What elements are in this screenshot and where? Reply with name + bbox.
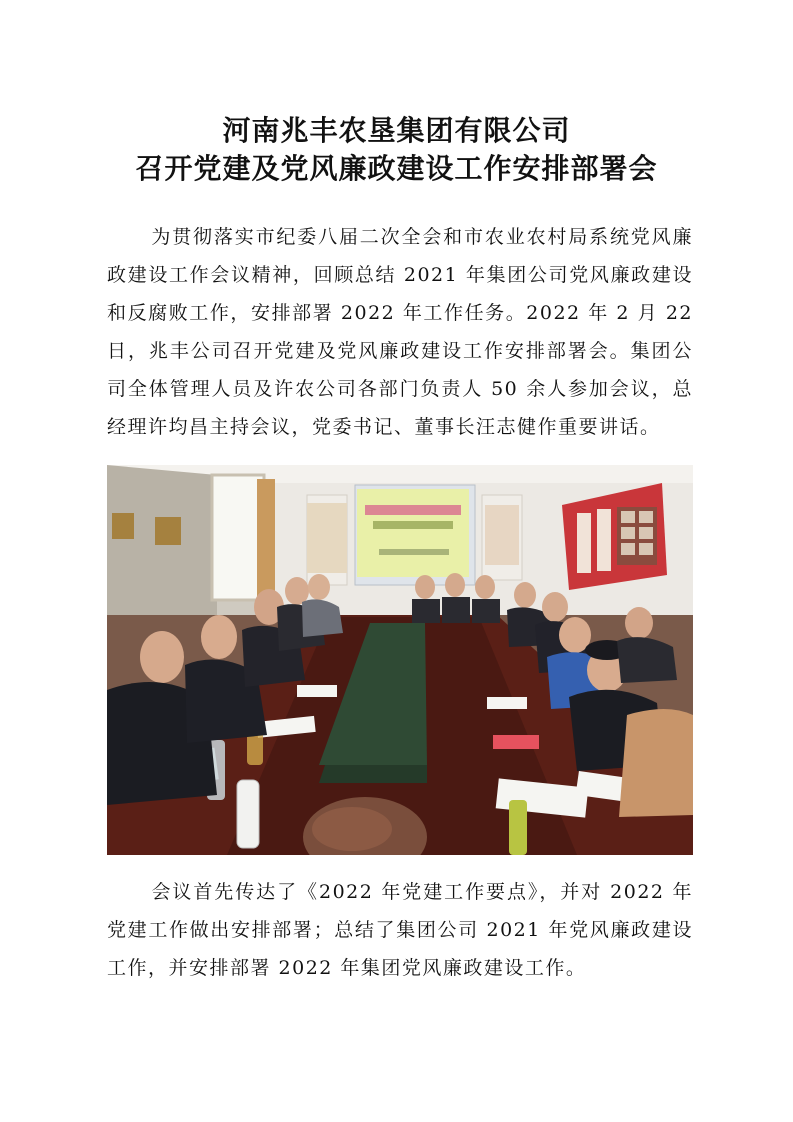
paragraph-2-text: 会议首先传达了《2022 年党建工作要点》，并对 2022 年党建工作做出安排部署；总结了集团公司 2021 年党风廉政建设工作，并安排部署 2022 年集团党风廉政建设工作。	[107, 881, 693, 979]
meeting-photo	[107, 465, 693, 855]
paragraph-1	[107, 218, 693, 446]
paragraph-1-text: 为贯彻落实市纪委八届二次全会和市农业农村局系统党风廉政建设工作会议精神，回顾总结 2021 年集团公司党风廉政建设和反腐败工作，安排部署 2022 年工作任务。2022 年 2 月 22 日，兆丰公司召开党建及党风廉政建设工作安排部署会。集团公司全体管理人员及许农公司各部门负责人 50 余人参加会议，总经理许均昌主持会议，党委书记、董事长汪志健作重要讲话。	[107, 226, 693, 438]
title-line-1: 河南兆丰农垦集团有限公司	[222, 114, 571, 147]
meeting-photo-illustration	[107, 465, 693, 855]
document-title	[0, 112, 793, 188]
title-line-2: 召开党建及党风廉政建设工作安排部署会	[135, 152, 658, 185]
paragraph-2	[107, 873, 693, 987]
